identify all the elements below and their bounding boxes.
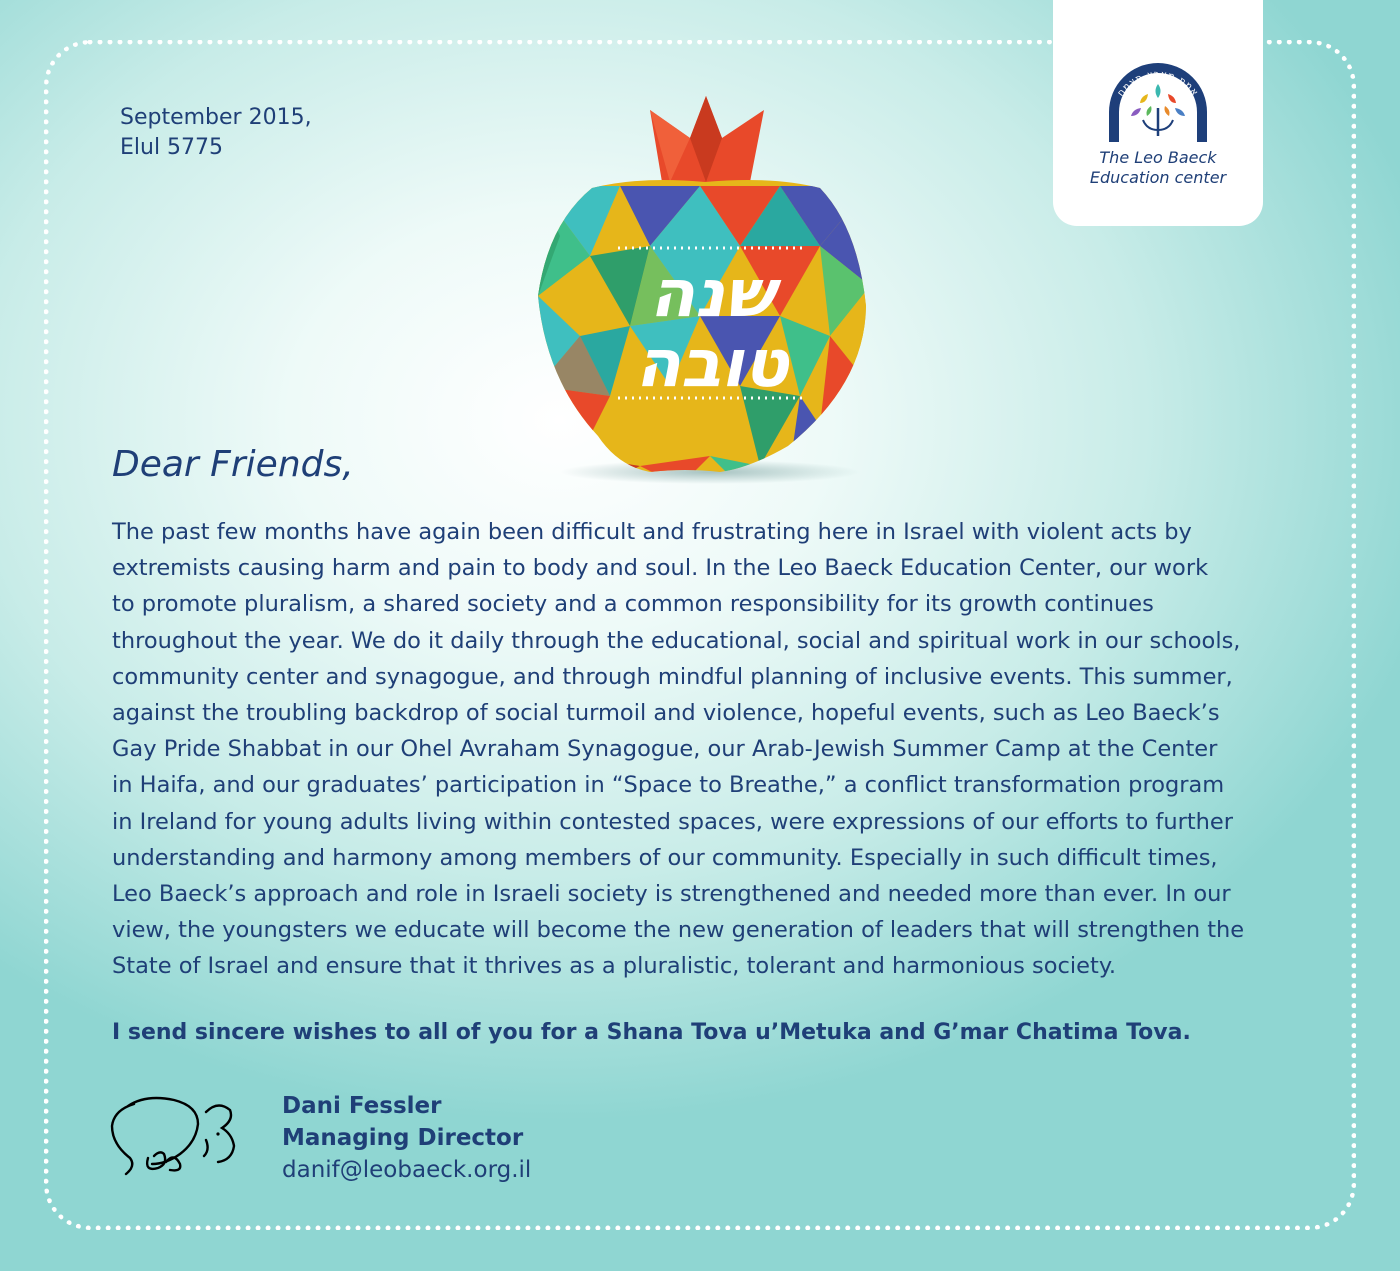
date-gregorian: September 2015, [120,105,312,130]
pomegranate-illustration [520,96,890,486]
signatory-name: Dani Fessler [282,1093,442,1119]
logo-hebrew-arc: אמת מארץ תצמח [1115,68,1201,99]
logo-name-line2: Education center [1089,168,1227,187]
leo-baeck-logo[interactable] [1053,0,1263,226]
crown-icon [650,96,764,182]
signatory-role: Managing Director [282,1125,524,1151]
signatory-block [282,1090,531,1186]
signatory-email-link[interactable]: danif@leobaeck.org.il [282,1157,532,1183]
pomegranate-text-line2: טובה [635,325,789,402]
handwritten-signature [106,1092,246,1182]
letter-body: The past few months have again been difficult and frustrating here in Israel with violent acts by extremists causing harm and pain to body and soul. In the Leo Baeck Education Center, our work to promote pluralism, a shared society and a common responsibility for its growth continues throughout the year. We do it daily through the educational, social and spiritual work in our schools, community center and synagogue, and through mindful planning of inclusive events. This summer, against the troubling backdrop of social turmoil and violence, hopeful events, such as Leo Baeck’s Gay Pride Shabbat in our Ohel Avraham Synagogue, our Arab-Jewish Summer Camp at the Center in Haifa, and our graduates’ participation in “Space to Breathe,” a conflict transformation program in Ireland for young adults living within contested spaces, were expressions of our efforts to further understanding and harmony among members of our community. Especially in such difficult times, Leo Baeck’s approach and role in Israeli society is strengthened and needed more than ever. In our view, the youngsters we educate will become the new generation of leaders that will strengthen the State of Israel and ensure that it thrives as a pluralistic, tolerant and harmonious society. [112,519,1245,980]
logo-name-line1: The Leo Baeck [1099,148,1217,167]
tree-arch-logo-icon [1101,50,1215,150]
letter-wishes: I send sincere wishes to all of you for a Shana Tova u’Metuka and G’mar Chatima Tova. [112,1020,1191,1045]
letter-greeting: Dear Friends, [112,444,354,485]
pomegranate-text-line1: שנה [649,255,775,332]
date-hebrew: Elul 5775 [120,135,224,160]
